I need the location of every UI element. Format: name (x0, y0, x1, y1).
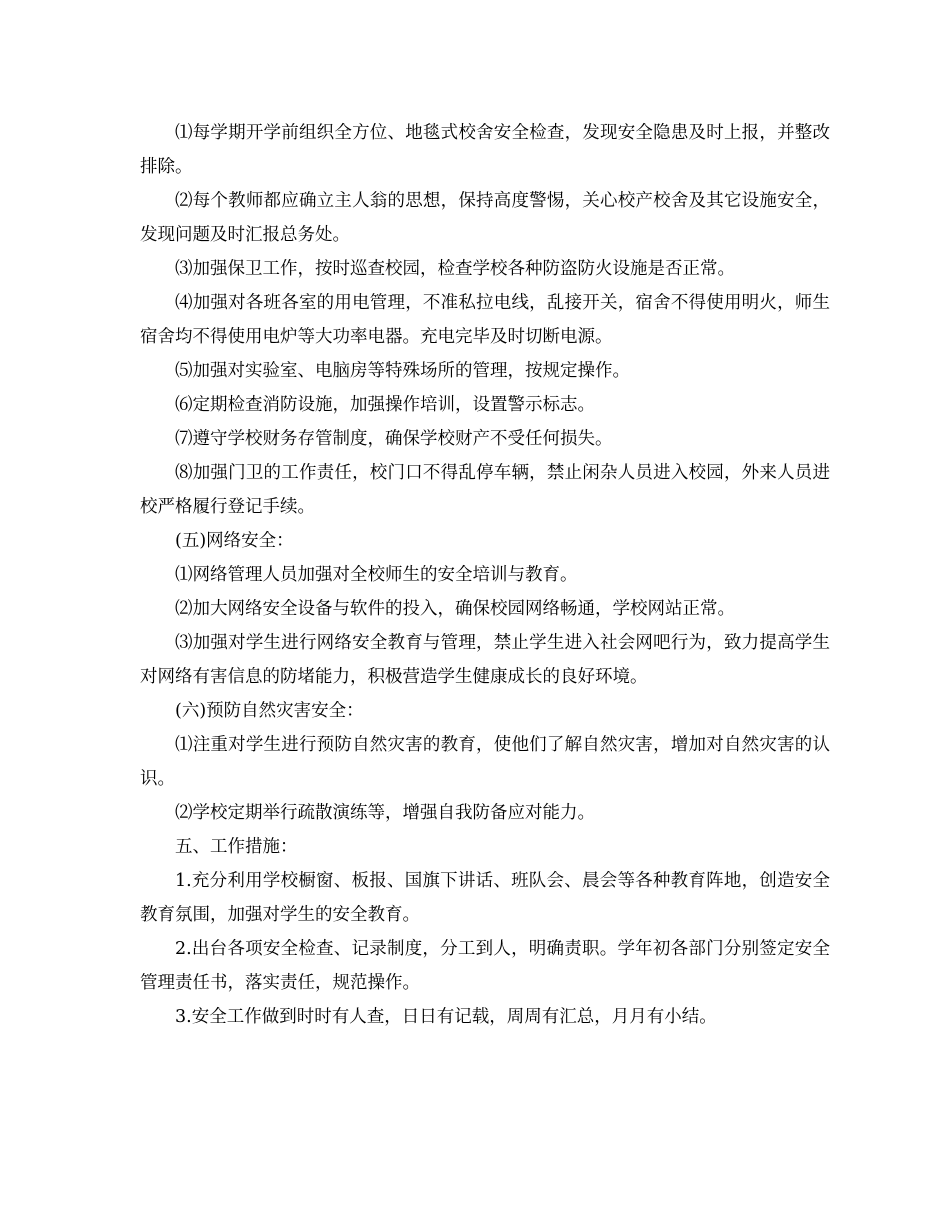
paragraph-evacuation-drill: ⑵学校定期举行疏散演练等，增强自我防备应对能力。 (175, 803, 595, 823)
paragraph-network-training: ⑴网络管理人员加强对全校师生的安全培训与教育。 (175, 565, 578, 585)
paragraph-lab-management: ⑸加强对实验室、电脑房等特殊场所的管理，按规定操作。 (175, 361, 630, 381)
paragraph-measure-1: 1.充分利用学校橱窗、板报、国旗下讲话、班队会、晨会等各种教育阵地，创造安全教育氛围，加强对学生的安全教育。 (140, 871, 830, 925)
section-heading-work-measures: 五、工作措施： (175, 837, 298, 857)
paragraph-electricity-management: ⑷加强对各班各室的用电管理，不准私拉电线，乱接开关，宿舍不得使用明火，师生宿舍均不得使用电炉等大功率电器。充电完毕及时切断电源。 (140, 293, 830, 347)
section-heading-natural-disaster: (六)预防自然灾害安全： (175, 701, 364, 721)
paragraph-gate-guard: ⑻加强门卫的工作责任，校门口不得乱停车辆，禁止闲杂人员进入校园，外来人员进校严格履行登记手续。 (140, 463, 830, 517)
section-heading-network-safety: (五)网络安全： (175, 531, 294, 551)
paragraph-disaster-education: ⑴注重对学生进行预防自然灾害的教育，使他们了解自然灾害，增加对自然灾害的认识。 (140, 735, 830, 789)
paragraph-network-investment: ⑵加大网络安全设备与软件的投入，确保校园网络畅通，学校网站正常。 (175, 599, 735, 619)
paragraph-teacher-vigilance: ⑵每个教师都应确立主人翁的思想，保持高度警惕，关心校产校舍及其它设施安全，发现问题及时汇报总务处。 (140, 191, 830, 245)
paragraph-fire-facilities: ⑹定期检查消防设施，加强操作培训，设置警示标志。 (175, 395, 595, 415)
paragraph-finance-management: ⑺遵守学校财务存管制度，确保学校财产不受任何损失。 (175, 429, 613, 449)
paragraph-measure-3: 3.安全工作做到时时有人查，日日有记载，周周有汇总，月月有小结。 (175, 1007, 717, 1027)
paragraph-security-patrol: ⑶加强保卫工作，按时巡查校园，检查学校各种防盗防火设施是否正常。 (175, 259, 735, 279)
paragraph-network-education: ⑶加强对学生进行网络安全教育与管理，禁止学生进入社会网吧行为，致力提高学生对网络有害信息的防堵能力，积极营造学生健康成长的良好环境。 (140, 633, 830, 687)
paragraph-inspection-each-term: ⑴每学期开学前组织全方位、地毯式校舍安全检查，发现安全隐患及时上报，并整改排除。 (140, 123, 830, 177)
document-body (140, 116, 830, 1034)
paragraph-measure-2: 2.出台各项安全检查、记录制度，分工到人，明确责职。学年初各部门分别签定安全管理责任书，落实责任，规范操作。 (140, 939, 830, 993)
